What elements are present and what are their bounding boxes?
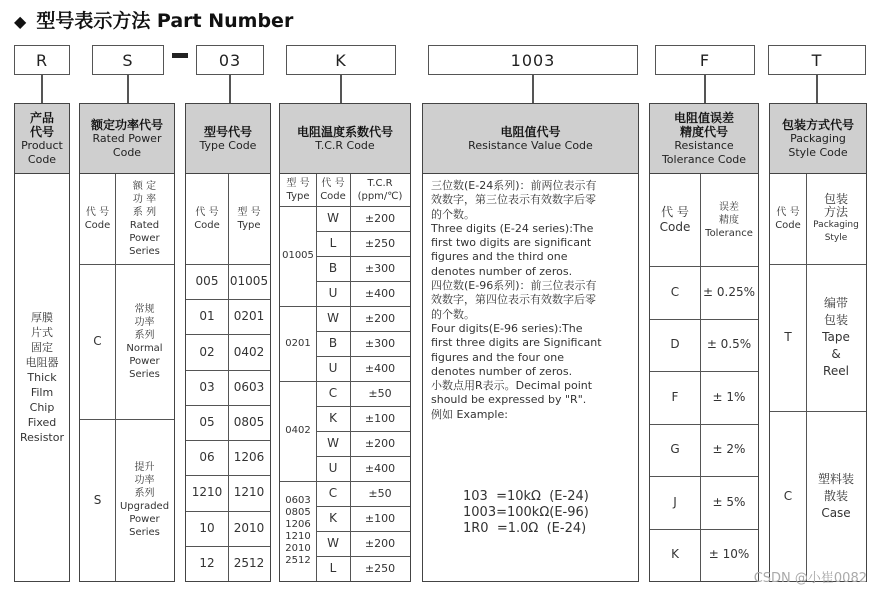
text-line: 功 率 [132, 194, 157, 205]
type-value-cell: 1210 [233, 485, 265, 500]
text-line: 代 号 [776, 207, 800, 218]
type-sub-type [228, 174, 270, 264]
type-sub-code [186, 174, 228, 264]
tcr-code-cell: L [329, 561, 337, 575]
tolerance-sub-code [650, 174, 700, 266]
type-code-header [186, 104, 270, 174]
text-line: Code [659, 220, 691, 234]
text-line: Type [286, 191, 310, 202]
page-title-text: 型号表示方法 Part Number [36, 10, 294, 32]
text-line: 0201 [285, 337, 311, 349]
power-code-header [80, 104, 174, 174]
tolerance-value-cell: ± 1% [712, 389, 746, 404]
text-line: Tolerance [705, 227, 753, 239]
text-line: 型 号 [237, 207, 261, 218]
tcr-sub-type [280, 174, 316, 206]
text-line: Upgraded [119, 501, 170, 512]
example-line: 1003=100kΩ(E-96) [463, 505, 589, 520]
tcr-code-cell: K [329, 511, 337, 525]
tcr-value-cell: ±100 [364, 512, 396, 525]
part-box-tolerance: F [655, 45, 755, 75]
text-line: T.C.R [367, 178, 393, 189]
type-code-cell: 1210 [191, 485, 223, 500]
text-line: Power [129, 514, 160, 525]
header-line: 额定功率代号 [90, 117, 163, 132]
header-line: 包装方式代号 [781, 117, 854, 132]
text-line: 代 号 [661, 205, 689, 219]
connector-line [340, 75, 342, 103]
tcr-code-column [279, 103, 411, 582]
text-line: 型 号 [286, 178, 310, 189]
header-line: 代号 [29, 124, 54, 139]
example-line: 103 =10kΩ (E-24) [463, 489, 589, 504]
tcr-sub-code [316, 174, 350, 206]
text-line: Four digits(E-96 series):The [431, 321, 583, 335]
text-line: Fixed [27, 416, 57, 429]
header-line: Type Code [199, 138, 257, 152]
text-line: Packaging [813, 220, 859, 230]
header-line: Resistance [674, 138, 734, 152]
text-line: 误差 [719, 201, 739, 213]
type-code-cell: 02 [199, 344, 215, 359]
tolerance-value-cell: ± 10% [708, 547, 750, 562]
tcr-type-cell [280, 381, 316, 481]
type-code-cell: 10 [199, 520, 215, 535]
text-line: 代 号 [85, 207, 110, 218]
text-line: 包装 [823, 313, 848, 327]
packaging-code-c: C [783, 488, 793, 503]
text-line: Type [237, 220, 261, 231]
part-box-type: 03 [196, 45, 264, 75]
text-line: 厚膜 [31, 311, 53, 324]
text-line: Three digits (E-24 series):The [431, 221, 594, 235]
header-line: Code [27, 152, 57, 166]
text-line: 0805 [285, 507, 311, 518]
text-line: 代 号 [195, 207, 219, 218]
tolerance-code-header [650, 104, 758, 174]
text-line: Series [129, 527, 160, 538]
header-line: Resistance Value Code [468, 138, 593, 152]
tolerance-code-cell: C [670, 284, 680, 299]
text-line: 额 定 [132, 181, 157, 192]
tcr-code-cell: B [328, 336, 338, 350]
tcr-code-cell: L [329, 236, 337, 250]
product-code-header [15, 104, 69, 174]
tcr-value-cell: ±250 [364, 562, 396, 575]
text-line: first three digits are Significant [431, 336, 602, 350]
text-line: Power [129, 233, 160, 244]
type-value-cell: 2010 [233, 520, 265, 535]
text-line: 2512 [285, 555, 311, 566]
text-line: Power [129, 355, 160, 367]
text-line: denotes number of zeros. [431, 364, 573, 378]
text-line: 2010 [285, 543, 311, 554]
text-line: denotes number of zeros. [431, 264, 573, 278]
header-line: Packaging [790, 131, 846, 145]
text-line: 系 列 [132, 207, 157, 218]
text-line: Thick [27, 371, 57, 384]
diamond-icon: ◆ [14, 12, 27, 31]
tolerance-code-column [649, 103, 759, 582]
text-line: 0402 [285, 425, 311, 436]
power-desc-upgraded [115, 419, 174, 581]
type-code-cell: 12 [199, 555, 215, 570]
text-line: Tape [822, 330, 850, 344]
part-box-resistance: 1003 [428, 45, 638, 75]
text-line: figures and the third one [431, 250, 568, 264]
power-desc-normal [115, 264, 174, 419]
header-line: 电阻温度系数代号 [296, 124, 393, 139]
tcr-code-cell: W [327, 436, 339, 450]
packaging-code-column [769, 103, 867, 582]
part-separator-dash [172, 53, 188, 58]
type-value-cell: 01005 [229, 274, 269, 289]
text-line: should be expressed by "R". [431, 393, 587, 407]
tcr-value-cell: ±100 [364, 412, 396, 425]
part-box-power: S [92, 45, 164, 75]
connector-line [41, 75, 43, 103]
tcr-code-cell: U [328, 361, 338, 375]
watermark: CSDN @小崔0082 [753, 571, 867, 586]
tcr-value-cell: ±400 [364, 362, 396, 375]
text-line: 1206 [285, 519, 311, 530]
text-line: Series [129, 246, 160, 257]
tolerance-code-cell: J [673, 494, 677, 509]
text-line: 效数字，第四位表示有效数字后零 [431, 293, 596, 307]
header-line: 产品 [29, 110, 54, 125]
text-line: Series [129, 368, 160, 380]
part-box-product: R [14, 45, 70, 75]
resistance-examples [463, 489, 589, 537]
tcr-value-cell: ±200 [364, 537, 396, 550]
tcr-sub-value [350, 174, 410, 206]
connector-line [532, 75, 534, 103]
connector-line [816, 75, 818, 103]
resistance-code-header [423, 104, 638, 174]
text-line: 编带 [823, 296, 848, 310]
text-line: 01005 [282, 250, 314, 261]
text-line: Chip [29, 401, 55, 414]
text-line: Code [84, 220, 111, 231]
text-line: 包装 [823, 192, 848, 206]
text-line: 散装 [823, 488, 848, 503]
header-line: 电阻值误差 [673, 110, 734, 125]
text-line: 塑料装 [817, 471, 854, 486]
text-line: Reel [823, 364, 849, 378]
tcr-value-cell: ±200 [364, 312, 396, 325]
header-line: Product [21, 138, 63, 152]
text-line: 电阻器 [25, 356, 59, 369]
text-line: 功率 [134, 316, 155, 328]
text-line: 代 号 [321, 178, 345, 189]
tcr-code-cell: C [328, 386, 338, 400]
tcr-type-cell [280, 206, 316, 306]
tcr-value-cell: ±400 [364, 462, 396, 475]
text-line: 常规 [134, 303, 155, 315]
tcr-code-cell: B [328, 261, 338, 275]
type-value-cell: 1206 [233, 450, 265, 465]
text-line: Case [821, 505, 851, 520]
text-line: 1210 [285, 531, 311, 542]
tolerance-sub-tol [700, 174, 758, 266]
tcr-type-cell [280, 481, 316, 581]
power-code-s: S [93, 492, 102, 507]
type-value-cell: 0805 [233, 414, 265, 429]
type-code-cell: 01 [199, 309, 215, 324]
text-line: 效数字，第三位表示有效数字后零 [431, 193, 596, 207]
tcr-type-cell [280, 306, 316, 381]
type-value-cell: 0603 [233, 379, 265, 394]
type-value-cell: 2512 [233, 555, 265, 570]
tcr-code-cell: W [327, 311, 339, 325]
tolerance-value-cell: ± 0.25% [703, 284, 755, 299]
text-line: Normal [126, 342, 163, 354]
power-code-column [79, 103, 175, 582]
header-line: 型号代号 [203, 124, 252, 139]
text-line: 四位数(E-96系列)：前三位表示有 [431, 279, 597, 293]
tcr-value-cell: ±50 [368, 387, 392, 400]
resistance-code-column [422, 103, 639, 582]
connector-line [229, 75, 231, 103]
part-box-tcr: K [286, 45, 396, 75]
packaging-sub-code [770, 174, 806, 264]
text-line: Code [194, 220, 220, 231]
connector-line [704, 75, 706, 103]
tolerance-code-cell: D [670, 337, 680, 352]
tolerance-value-cell: ± 0.5% [706, 337, 752, 352]
power-sub-code [80, 174, 115, 264]
text-line: Style [824, 233, 848, 243]
tcr-value-cell: ±300 [364, 262, 396, 275]
tolerance-code-cell: K [671, 547, 679, 562]
text-line: 0603 [285, 495, 311, 506]
text-line: Rated [129, 220, 160, 231]
tcr-value-cell: ±400 [364, 287, 396, 300]
text-line: Code [320, 191, 346, 202]
header-line: 精度代号 [679, 124, 728, 139]
text-line: 三位数(E-24系列)：前两位表示有 [431, 179, 597, 192]
text-line: 小数点用R表示。Decimal point [431, 379, 593, 393]
type-value-cell: 0201 [233, 309, 265, 324]
header-line: Tolerance Code [661, 152, 747, 166]
text-line: first two digits are significant [431, 236, 592, 250]
type-code-cell: 03 [199, 379, 215, 394]
tcr-code-cell: U [328, 286, 338, 300]
product-code-column [14, 103, 70, 582]
type-code-column [185, 103, 271, 582]
page-title [14, 6, 293, 33]
type-value-cell: 0402 [233, 344, 265, 359]
tcr-value-cell: ±200 [364, 212, 396, 225]
type-code-cell: 005 [195, 274, 219, 289]
tcr-code-cell: U [328, 461, 338, 475]
header-line: 电阻值代号 [500, 124, 561, 139]
text-line: & [831, 347, 841, 361]
tcr-code-header [280, 104, 410, 174]
type-code-cell: 05 [199, 414, 215, 429]
text-line: 系列 [134, 488, 155, 499]
text-line: 精度 [719, 214, 739, 226]
tcr-value-cell: ±200 [364, 437, 396, 450]
text-line: 的个数。 [431, 207, 475, 221]
tcr-code-cell: C [328, 486, 338, 500]
tcr-value-cell: ±50 [368, 487, 392, 500]
type-code-cell: 06 [199, 450, 215, 465]
example-line: 1R0 =1.0Ω (E-24) [463, 521, 587, 536]
tcr-code-cell: W [327, 211, 339, 225]
text-line: 功率 [134, 475, 155, 486]
packaging-code-header [770, 104, 866, 174]
text-line: figures and the four one [431, 350, 564, 364]
tolerance-value-cell: ± 2% [712, 442, 746, 457]
header-line: T.C.R Code [315, 138, 375, 152]
text-line: 例如 Example: [431, 407, 508, 421]
part-box-packaging: T [768, 45, 866, 75]
tolerance-value-cell: ± 5% [712, 494, 746, 509]
text-line: Film [30, 386, 54, 399]
packaging-code-t: T [784, 330, 792, 344]
text-line: 提升 [134, 462, 155, 473]
text-line: Code [775, 220, 801, 231]
header-line: Style Code [788, 145, 848, 159]
text-line: 的个数。 [431, 307, 475, 321]
tolerance-code-cell: F [671, 389, 679, 404]
header-line: Rated Power Code [92, 131, 162, 159]
text-line: 固定 [31, 341, 53, 354]
packaging-sub-method [806, 174, 866, 264]
connector-line [127, 75, 129, 103]
text-line: 片式 [31, 326, 53, 339]
text-line: Resistor [20, 431, 64, 444]
text-line: (ppm/℃) [357, 191, 403, 202]
text-line: 方法 [823, 205, 848, 219]
tcr-value-cell: ±250 [364, 237, 396, 250]
tcr-code-cell: K [329, 411, 337, 425]
text-line: 系列 [134, 329, 155, 341]
packaging-desc-case [806, 411, 866, 581]
packaging-desc-tape [806, 264, 866, 411]
power-code-c: C [93, 334, 102, 348]
product-description [15, 174, 69, 581]
tcr-value-cell: ±300 [364, 337, 396, 350]
power-sub-series [115, 174, 174, 264]
tolerance-code-cell: G [670, 442, 680, 457]
tcr-code-cell: W [327, 536, 339, 550]
resistance-description [431, 179, 632, 422]
